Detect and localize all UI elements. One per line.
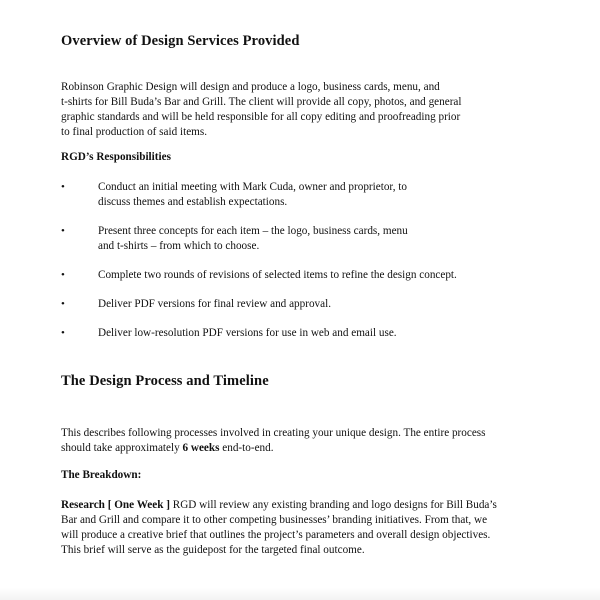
list-item-line: Deliver low-resolution PDF versions for use in web and email use. <box>98 327 397 339</box>
list-item-text <box>98 326 397 341</box>
breakdown-heading: The Breakdown: <box>61 469 142 481</box>
responsibilities-heading: RGD’s Responsibilities <box>61 151 171 163</box>
text-run: end-to-end. <box>219 442 274 454</box>
list-item-line: Complete two rounds of revisions of selected items to refine the design concept. <box>98 269 457 281</box>
bullet-icon: • <box>61 327 65 339</box>
list-item-line: Deliver PDF versions for final review and approval. <box>98 298 332 310</box>
paragraph-line: to final production of said items. <box>61 126 208 138</box>
list-item-text <box>98 180 407 210</box>
section-title-overview: Overview of Design Services Provided <box>61 33 300 49</box>
section-title-process: The Design Process and Timeline <box>61 373 269 389</box>
paragraph-line: Bar and Grill and compare it to other competing businesses’ branding initiatives. From that, we <box>61 514 488 526</box>
paragraph-line <box>61 498 497 513</box>
bullet-icon: • <box>61 225 65 237</box>
list-item-line: Present three concepts for each item – the logo, business cards, menu <box>98 225 408 237</box>
list-item-line: discuss themes and establish expectations. <box>98 196 288 208</box>
paragraph-line: t-shirts for Bill Buda’s Bar and Grill. The client will provide all copy, photos, and general <box>61 96 462 108</box>
bullet-icon: • <box>61 298 65 310</box>
paragraph-line: Robinson Graphic Design will design and produce a logo, business cards, menu, and <box>61 81 440 93</box>
overview-paragraph <box>61 80 541 140</box>
text-run: should take approximately <box>61 442 183 454</box>
research-label: Research [ One Week ] <box>61 499 170 511</box>
research-paragraph <box>61 498 497 558</box>
page-bottom-edge <box>0 588 600 600</box>
bullet-icon: • <box>61 181 65 193</box>
list-item-line: Conduct an initial meeting with Mark Cuda, owner and proprietor, to <box>98 181 408 193</box>
process-paragraph <box>61 426 486 456</box>
bullet-icon: • <box>61 269 65 281</box>
paragraph-line: This describes following processes involved in creating your unique design. The entire process <box>61 427 486 439</box>
paragraph-line: This brief will serve as the guidepost for the targeted final outcome. <box>61 544 365 556</box>
list-item-text <box>98 297 331 312</box>
text-run: RGD will review any existing branding and logo designs for Bill Buda’s <box>169 499 497 511</box>
paragraph-line: graphic standards and will be held responsible for all copy editing and proofreading prior <box>61 111 461 123</box>
list-item-line: and t-shirts – from which to choose. <box>98 240 260 252</box>
paragraph-line: will produce a creative brief that outlines the project’s parameters and overall design objectives. <box>61 529 491 541</box>
list-item-text <box>98 224 408 254</box>
duration-emphasis: 6 weeks <box>182 442 220 454</box>
paragraph-line <box>61 441 486 456</box>
list-item-text <box>98 268 457 283</box>
